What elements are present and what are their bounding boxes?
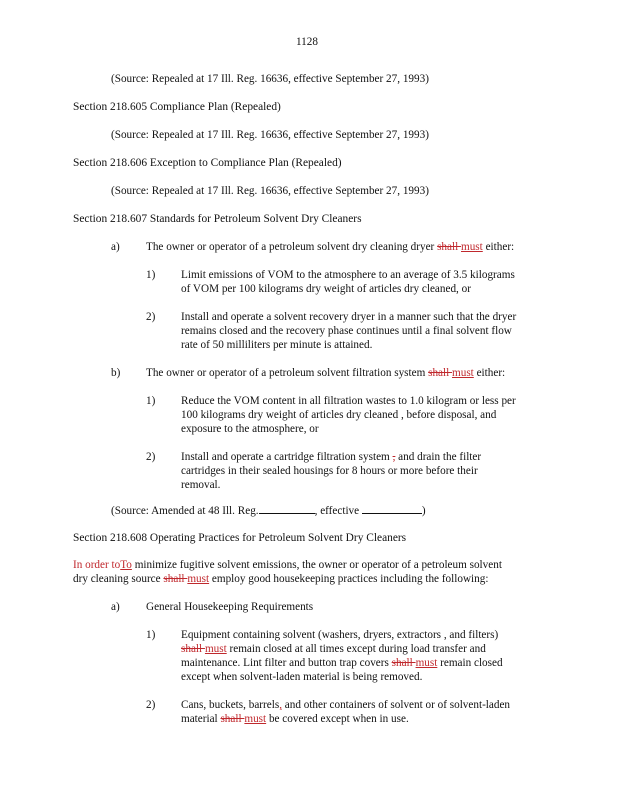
item-g1-line1: Equipment containing solvent (washers, dryers, extractors , and filters)	[181, 629, 499, 641]
inserted-text: must	[244, 713, 267, 725]
g2-line1a: Cans, buckets, barrels	[181, 699, 280, 711]
section-606-heading: Section 218.606 Exception to Compliance Plan (Repealed)	[73, 157, 342, 169]
a-text: The owner or operator of a petroleum solvent dry cleaning dryer	[146, 241, 438, 253]
intro-rest: minimize fugitive solvent emissions, the owner or operator of a petroleum solvent	[131, 559, 502, 571]
section-605-heading: Section 218.605 Compliance Plan (Repealed)	[73, 101, 281, 113]
source-note-amended	[111, 503, 426, 518]
item-a2-label: 2)	[146, 311, 156, 323]
inserted-text: To	[120, 559, 132, 571]
subsection-general-label: a)	[111, 601, 120, 613]
item-b2-line3: removal.	[181, 479, 221, 491]
intro-line2	[73, 572, 488, 586]
inserted-text: must	[452, 367, 474, 379]
item-g1-line3	[181, 656, 503, 670]
source-note-605: (Source: Repealed at 17 Ill. Reg. 16636, effective September 27, 1993)	[111, 129, 429, 141]
page-number: 1128	[296, 36, 318, 48]
subsection-b-text	[146, 366, 505, 380]
subsection-general-text: General Housekeeping Requirements	[146, 601, 314, 613]
g1-line3a: maintenance. Lint filter and button trap covers	[181, 657, 392, 669]
b-end: either:	[473, 367, 506, 379]
item-g1-label: 1)	[146, 629, 156, 641]
item-a1-line1: Limit emissions of VOM to the atmosphere to an average of 3.5 kilograms	[181, 269, 515, 281]
item-a1-line2: of VOM per 100 kilograms dry weight of articles dry cleaned, or	[181, 283, 471, 295]
inserted-text: must	[187, 573, 210, 585]
a-end: either:	[482, 241, 515, 253]
blank-line	[259, 503, 315, 514]
item-b1-line3: exposure to the atmosphere, or	[181, 423, 319, 435]
source-note-repealed: (Source: Repealed at 17 Ill. Reg. 16636, effective September 27, 1993)	[111, 73, 429, 85]
item-b2-label: 2)	[146, 451, 156, 463]
intro-line2a: dry cleaning source	[73, 573, 164, 585]
inserted-text: must	[415, 657, 438, 669]
item-g2-line2	[181, 712, 409, 726]
inserted-text: ,	[279, 699, 282, 711]
deleted-text: ,	[392, 451, 396, 463]
g2-line1b: and other containers of solvent or of solvent-laden	[281, 699, 511, 711]
item-g1-line4: except when solvent-laden material is being removed.	[181, 671, 423, 683]
b2-line1a: Install and operate a cartridge filtration system	[181, 451, 393, 463]
deleted-text: shall	[437, 241, 462, 253]
deleted-text: shall	[428, 367, 453, 379]
item-b1-line1: Reduce the VOM content in all filtration wastes to 1.0 kilogram or less per	[181, 395, 516, 407]
item-g1-line2	[181, 642, 486, 656]
deleted-text: shall	[391, 657, 416, 669]
source-amended-b: , effective	[314, 505, 360, 517]
g2-line2a: material	[181, 713, 221, 725]
item-b1-label: 1)	[146, 395, 156, 407]
item-b2-line2: cartridges in their sealed housings for 8 hours or more before their	[181, 465, 478, 477]
subsection-b-label: b)	[111, 367, 121, 379]
section-607-heading: Section 218.607 Standards for Petroleum Solvent Dry Cleaners	[73, 213, 362, 225]
subsection-a-label: a)	[111, 241, 120, 253]
item-a2-line2: remains closed and the recovery phase continues until a final solvent flow	[181, 325, 512, 337]
deleted-text: shall	[181, 643, 205, 655]
subsection-a-text	[146, 240, 514, 254]
item-a2-line3: rate of 50 milliliters per minute is attained.	[181, 339, 373, 351]
b2-line1b: and drain the filter	[395, 451, 482, 463]
g1-line3b: remain closed	[437, 657, 503, 669]
source-amended-c: )	[421, 505, 426, 517]
deleted-text: In order to	[73, 559, 121, 571]
b-text: The owner or operator of a petroleum solvent filtration system	[146, 367, 429, 379]
deleted-text: shall	[220, 713, 245, 725]
item-b1-line2: 100 kilograms dry weight of articles dry cleaned , before disposal, and	[181, 409, 497, 421]
blank-line	[362, 503, 422, 514]
item-b2-line1	[181, 450, 481, 464]
inserted-text: must	[204, 643, 227, 655]
intro-line1	[73, 558, 502, 572]
item-g2-line1	[181, 698, 510, 712]
inserted-text: must	[461, 241, 483, 253]
source-note-606: (Source: Repealed at 17 Ill. Reg. 16636, effective September 27, 1993)	[111, 185, 429, 197]
item-a1-label: 1)	[146, 269, 156, 281]
g2-line2b: be covered except when in use.	[266, 713, 409, 725]
item-a2-line1: Install and operate a solvent recovery dryer in a manner such that the dryer	[181, 311, 517, 323]
intro-line2b: employ good housekeeping practices including the following:	[209, 573, 489, 585]
section-608-heading: Section 218.608 Operating Practices for Petroleum Solvent Dry Cleaners	[73, 532, 407, 544]
g1-line2: remain closed at all times except during load transfer and	[226, 643, 486, 655]
deleted-text: shall	[163, 573, 188, 585]
source-amended-a: (Source: Amended at 48 Ill. Reg.	[111, 505, 259, 517]
item-g2-label: 2)	[146, 699, 156, 711]
